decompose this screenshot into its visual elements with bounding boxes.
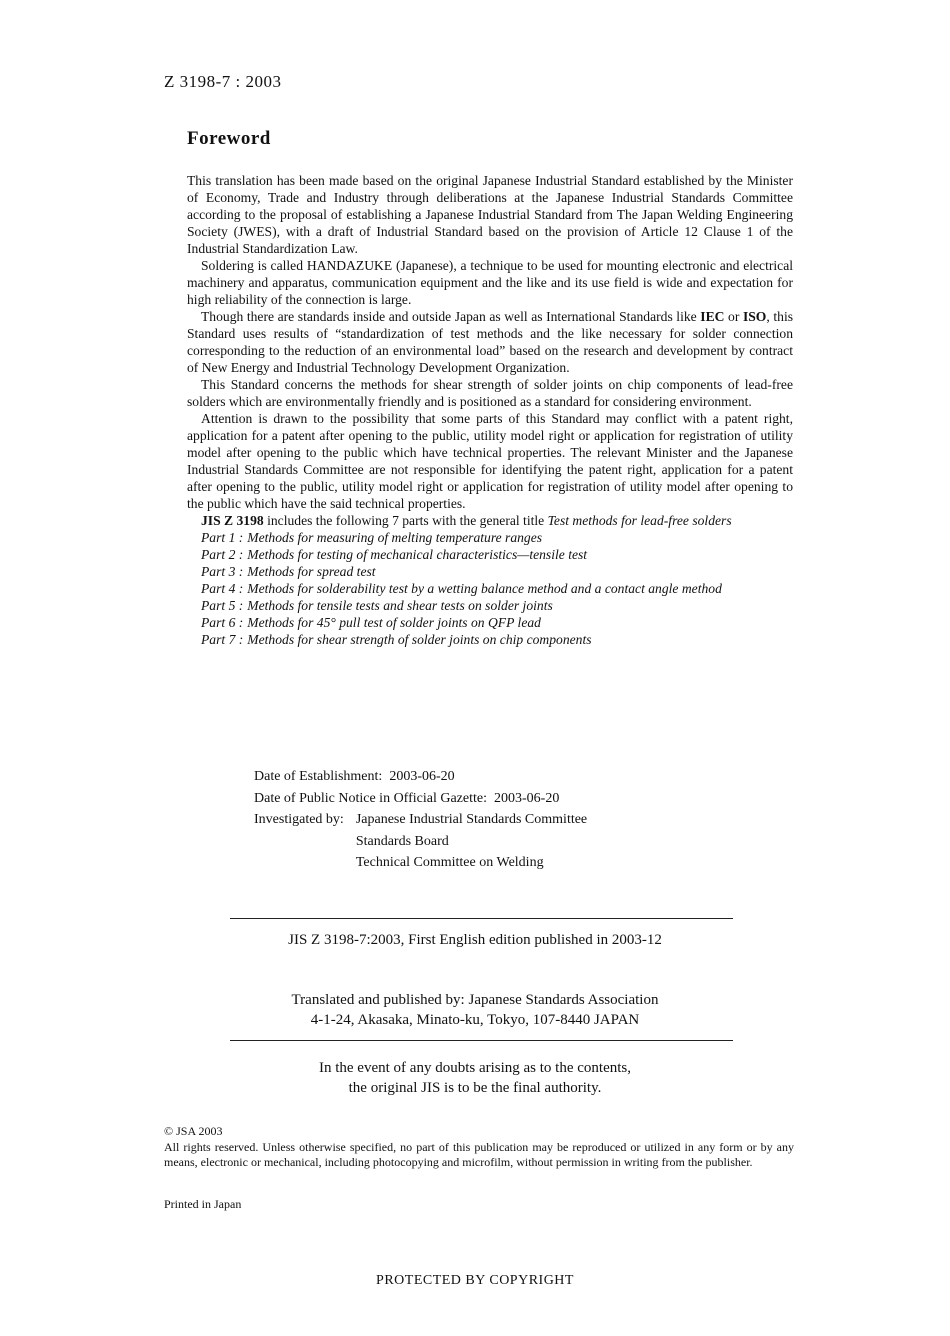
p3-text-b: , this Standard uses results of “standardization of test methods and the like necessary for solder connection corresponding to the reduction of an environmental load” based on the research and development by contract of New Energy and Industrial Technology Development Organization. xyxy=(187,309,794,375)
copyright-text: All rights reserved. Unless otherwise specified, no part of this publication may be reproduced or utilized in any form or by any means, electronic or mechanical, including photocopying and microfilm, without permission in writing from the publisher. xyxy=(164,1139,794,1169)
list-item: Part 7 : Methods for shear strength of solder joints on chip components xyxy=(201,632,592,647)
publisher-address: 4-1-24, Akasaka, Minato-ku, Tokyo, 107-8440 JAPAN xyxy=(310,1012,640,1028)
list-item: Part 4 : Methods for solderability test by a wetting balance method and a contact angle method xyxy=(201,581,722,596)
copyright-footer: PROTECTED BY COPYRIGHT xyxy=(376,1273,574,1288)
parts-list xyxy=(201,529,793,648)
investigated-line: Standards Board xyxy=(355,833,449,849)
paragraph-translation: This translation has been made based on the original Japanese Industrial Standard established by the Minister of Economy, Trade and Industry through deliberations at the Japanese Industrial Standards Committee according to the proposal of establishing a Japanese Industrial Standard from The Japan Welding Engineering Society (JWES), with a draft of Industrial Standard based on the provision of Article 12 Clause 1 of the Industrial Standardization Law. xyxy=(187,173,793,256)
iso-label: ISO xyxy=(742,309,767,324)
list-item: Part 5 : Methods for tensile tests and shear tests on solder joints xyxy=(201,598,553,613)
investigated-line: Technical Committee on Welding xyxy=(355,855,544,870)
paragraph-scope: This Standard concerns the methods for shear strength of solder joints on chip components of lead-free solders which are environmentally friendly and is positioned as a standard for considering environment. xyxy=(187,377,793,409)
investigated-list xyxy=(344,809,587,874)
edition-note: JIS Z 3198-7:2003, First English edition published in 2003-12 xyxy=(288,932,662,948)
standard-code-header: Z 3198-7 : 2003 xyxy=(164,72,282,91)
jis-code: JIS Z 3198 xyxy=(201,513,264,528)
notice-date: 2003-06-20 xyxy=(494,790,560,806)
copyright-mark: © JSA 2003 xyxy=(164,1124,223,1138)
establishment-date: 2003-06-20 xyxy=(389,769,455,784)
copyright-block xyxy=(164,1124,794,1171)
iec-label: IEC xyxy=(700,309,725,324)
authority-notice xyxy=(0,1058,950,1098)
page-title: Foreword xyxy=(187,128,271,149)
general-title: Test methods for lead-free solders xyxy=(547,513,732,528)
investigated-label: Investigated by: xyxy=(254,812,344,827)
p3-or: or xyxy=(724,309,743,324)
publisher-block xyxy=(0,990,950,1030)
list-item: Part 1 : Methods for measuring of melting temperature ranges xyxy=(201,530,543,545)
establishment-label: Date of Establishment: xyxy=(254,769,383,784)
notice-row xyxy=(254,788,587,810)
publisher-line: Translated and published by: Japanese Standards Association xyxy=(291,992,659,1008)
paragraph-standards xyxy=(187,308,793,376)
investigated-row xyxy=(254,809,587,874)
foreword-body xyxy=(187,172,793,648)
authority-line: In the event of any doubts arising as to the contents, xyxy=(318,1060,631,1076)
investigated-line: Japanese Industrial Standards Committee xyxy=(355,812,588,827)
authority-line: the original JIS is to be the final authority. xyxy=(348,1080,602,1096)
establishment-info xyxy=(254,766,587,874)
paragraph-soldering: Soldering is called HANDAZUKE (Japanese), a technique to be used for mounting electronic and electrical machinery and apparatus, communication equipment and the like and its use field is wide and expectation for high reliability of the connection is large. xyxy=(187,258,793,307)
notice-label: Date of Public Notice in Official Gazette: xyxy=(254,790,487,806)
list-item: Part 2 : Methods for testing of mechanical characteristics—tensile test xyxy=(201,547,588,562)
paragraph-parts-intro xyxy=(187,512,793,529)
list-item: Part 6 : Methods for 45° pull test of solder joints on QFP lead xyxy=(201,615,541,630)
list-item: Part 3 : Methods for spread test xyxy=(201,564,376,579)
paragraph-patent: Attention is drawn to the possibility that some parts of this Standard may conflict with a patent right, application for a patent after opening to the public, utility model right or application for registration of utility model after opening to the public which have technical properties. The relevant Minister and the Japanese Industrial Standards Committee are not responsible for identifying the patent right, application for a patent after opening to the public, utility model right or application for registration of utility model after opening to the public which have the said technical properties. xyxy=(187,411,793,511)
p3-text-a: Though there are standards inside and outside Japan as well as International Standards like xyxy=(201,309,701,324)
divider xyxy=(230,918,733,919)
printed-in: Printed in Japan xyxy=(164,1197,242,1211)
establishment-row xyxy=(254,766,587,788)
divider xyxy=(230,1040,733,1041)
parts-intro-text: includes the following 7 parts with the general title xyxy=(263,513,548,528)
